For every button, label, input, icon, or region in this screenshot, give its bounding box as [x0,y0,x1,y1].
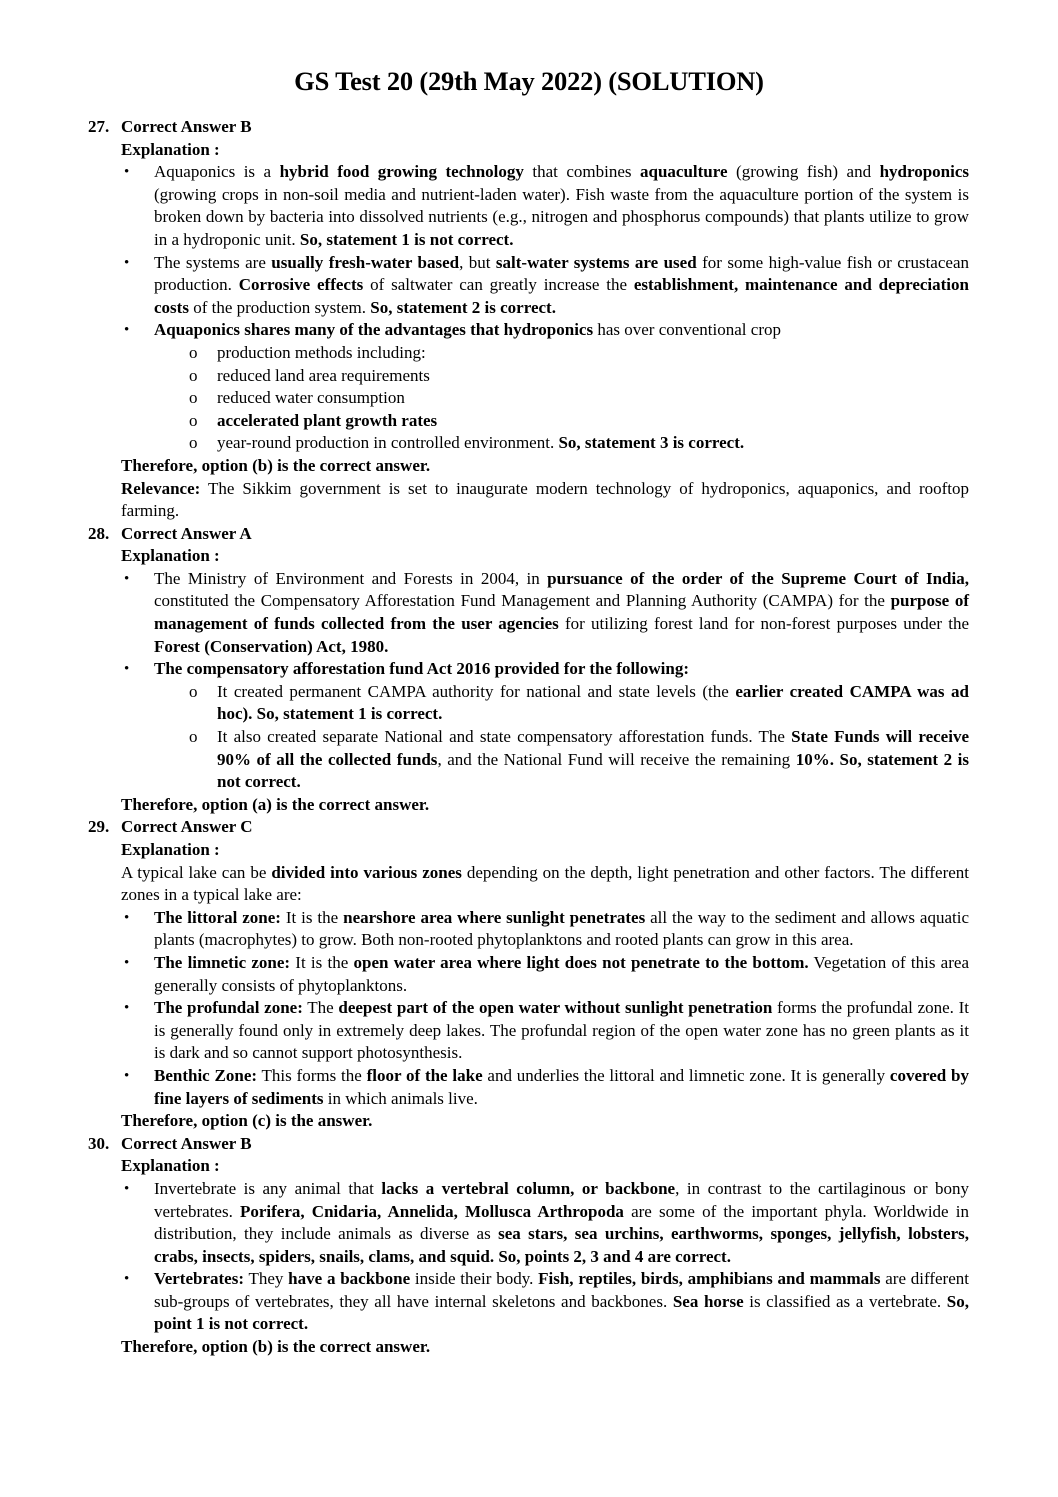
answer-heading [88,1133,969,1156]
conclusion: Therefore, option (b) is the correct answer. [121,455,431,475]
bold-text-run: hybrid food growing technology [279,162,524,182]
bold-text-run: So, statement 1 is not correct. [299,229,514,249]
bold-text-run: So, point 1 is not correct. [154,1291,969,1334]
explanation-label: Explanation : [121,840,220,859]
text-run: This forms the [257,1065,367,1085]
text-run: reduced water consumption [217,388,405,408]
bullet-item [121,1065,969,1110]
bold-text-run: Benthic Zone: [154,1065,258,1085]
text-run: in which animals live. [323,1088,478,1108]
bold-text-run: Corrosive effects [238,275,364,295]
bold-text-run: The limnetic zone: [154,952,291,972]
bold-text-run: salt-water systems are used [495,252,697,272]
bullet-icon: • [124,1067,130,1084]
text-run: (growing fish) and [727,162,880,182]
bold-text-run: accelerated plant growth rates [217,410,438,430]
bold-text-run: purpose of management of funds collected from the user agencies [154,591,969,634]
bold-text-run: Relevance: [121,478,201,498]
bullet-icon: • [124,570,130,587]
relevance-note [121,478,969,523]
bold-text-run: sea stars, sea urchins, earthworms, sponges, jellyfish, lobsters, crabs, insects, spiders, snails, clams, and squid. So, points 2, 3 and 4 are correct. [154,1224,969,1266]
bold-text-run: State Funds will receive 90% of all the collected funds [217,727,969,769]
explanation-label: Explanation : [121,1156,220,1176]
bold-text-run: pursuance of the order of the Supreme Court of India, [547,568,969,588]
bold-text-run: The compensatory afforestation fund Act 2016 provided for the following: [154,659,690,679]
bullet-list [121,161,969,455]
explanation-body [88,545,969,816]
text-run: production methods including: [217,342,426,362]
sub-bullet-list [154,681,969,794]
text-run: year-round production in controlled environment. [217,433,559,453]
conclusion: Therefore, option (c) is the answer. [121,1111,373,1131]
bullet-list [121,907,969,1110]
sub-bullet-item [154,432,969,455]
text-run: of the production system. [188,297,371,317]
bullet-item [121,997,969,1065]
solutions-content [88,116,969,1359]
bold-text-run: aquaculture [640,162,728,182]
text-run: , and the National Fund will receive the remaining [437,749,796,769]
bold-text-run: open water area where light does not penetrate to the bottom. [353,952,809,972]
bold-text-run: lacks a vertebral column, or backbone [381,1178,676,1198]
sub-bullet-icon: o [189,342,198,362]
text-run: It created permanent CAMPA authority for national and state levels (the [217,681,736,701]
explanation-body [88,839,969,1133]
bold-text-run: So, statement 2 is correct. [370,297,556,317]
question-block [88,116,969,523]
text-run: The [302,998,339,1018]
text-run: Aquaponics is a [154,162,280,182]
text-run: are different sub-groups of vertebrates, they all have internal skeletons and backbones. [154,1269,969,1311]
text-run: It is the [290,952,354,972]
question-block [88,816,969,1132]
text-run: for utilizing forest land for non-forest purposes under the [558,614,969,634]
bold-text-run: The profundal zone: [154,998,303,1018]
sub-bullet-item [154,365,969,388]
bullet-item [121,952,969,997]
question-number: 28. [88,523,110,543]
text-run: A typical lake can be [121,862,272,882]
text-run: depending on the depth, light penetration and other factors. The different zones in a typical lake are: [121,862,969,905]
bold-text-run: The littoral zone: [154,907,281,927]
bullet-list [121,568,969,794]
bold-text-run: Sea horse [672,1291,744,1311]
bold-text-run: Porifera, Cnidaria, Annelida, Mollusca Arthropoda [239,1201,624,1221]
question-block [88,523,969,817]
bullet-item [121,1178,969,1268]
text-run: They [244,1269,289,1289]
bullet-icon: • [124,954,130,971]
bold-text-run: Forest (Conservation) Act, 1980. [154,636,389,656]
bold-text-run: usually fresh-water based [271,252,460,272]
text-run: constituted the Compensatory Afforestation Fund Management and Planning Authority (CAMPA) for the [154,591,891,611]
explanation-label: Explanation : [121,546,220,566]
question-number: 29. [88,817,110,837]
sub-bullet-item [154,726,969,794]
sub-bullet-icon: o [189,433,198,453]
bold-text-run: covered by fine layers of sediments [154,1065,969,1108]
bullet-list [121,1178,969,1336]
text-run: and underlies the littoral and limnetic zone. It is generally [482,1065,890,1085]
text-run: all the way to the sediment and allows aquatic plants (macrophytes) to grow. Both non-rooted phytoplanktons and rooted plants can grow in this area. [154,907,969,950]
bullet-item [121,568,969,658]
text-run: The Ministry of Environment and Forests in 2004, in [154,568,548,588]
text-run: , but [459,252,496,272]
bullet-icon: • [124,1271,130,1288]
sub-bullet-icon: o [189,681,198,701]
text-run: is classified as a vertebrate. [743,1291,947,1311]
text-run: inside their body. [410,1269,539,1289]
text-run: It also created separate National and state compensatory afforestation funds. The [217,727,792,747]
answer-heading [88,116,969,139]
text-run: (growing crops in non-soil media and nutrient-laden water). Fish waste from the aquaculture portion of the system is broken down by bacteria into dissolved nutrients (e.g., nitrogen and phosphorus compounds) that plants utilize to grow in a hydroponic unit. [154,184,969,249]
correct-answer: Correct Answer C [121,817,253,837]
text-run: are some of the important phyla. Worldwide in distribution, they include animals as diverse as [154,1201,969,1244]
bullet-item [121,907,969,952]
bold-text-run: hydroponics [879,162,970,182]
bold-text-run: have a backbone [288,1269,411,1289]
correct-answer: Correct Answer B [121,117,252,136]
question-block [88,1133,969,1359]
page-title: GS Test 20 (29th May 2022) (SOLUTION) [294,66,764,96]
bullet-icon: • [124,164,130,181]
bullet-item [121,161,969,251]
sub-bullet-icon: o [189,365,198,385]
explanation-body [88,1155,969,1358]
bullet-item [121,658,969,794]
bold-text-run: floor of the lake [366,1065,483,1085]
bullet-item [121,319,969,455]
bold-text-run: 10%. So, statement 2 is not correct. [217,749,970,792]
bullet-icon: • [124,322,130,339]
bold-text-run: So, statement 3 is correct. [558,433,745,453]
text-run: The systems are [154,252,272,272]
intro-paragraph [121,862,969,907]
sub-bullet-item [154,342,969,365]
bold-text-run: Vertebrates: [154,1269,244,1289]
text-run: It is the [280,907,344,927]
text-run: that combines [523,162,641,182]
bold-text-run: deepest part of the open water without sunlight penetration [338,998,773,1018]
answer-heading [88,816,969,839]
bullet-icon: • [124,909,130,926]
conclusion: Therefore, option (b) is the correct answer. [121,1337,431,1357]
conclusion: Therefore, option (a) is the correct answer. [121,794,430,814]
bullet-icon: • [124,1000,130,1017]
bullet-icon: • [124,1180,130,1197]
bold-text-run: establishment, maintenance and depreciation costs [154,275,969,317]
explanation-label: Explanation : [121,139,220,159]
sub-bullet-item [154,387,969,410]
bold-text-run: Aquaponics shares many of the advantages that hydroponics [154,320,594,340]
sub-bullet-list [154,342,969,455]
correct-answer: Correct Answer B [121,1133,252,1153]
bullet-item [121,252,969,320]
bullet-item [121,1268,969,1336]
bullet-icon: • [124,254,130,271]
text-run: Vegetation of this area generally consists of phytoplanktons. [154,952,969,995]
correct-answer: Correct Answer A [121,523,252,543]
question-number: 27. [88,117,110,136]
text-run: Invertebrate is any animal that [154,1178,382,1198]
explanation-body [88,139,969,523]
bullet-icon: • [124,661,130,678]
question-number: 30. [88,1133,110,1153]
text-run: of saltwater can greatly increase the [363,275,634,295]
bold-text-run: earlier created CAMPA was ad hoc). So, statement 1 is correct. [217,681,969,724]
bold-text-run: nearshore area where sunlight penetrates [343,907,646,927]
sub-bullet-icon: o [189,727,198,747]
text-run: reduced land area requirements [217,365,430,385]
sub-bullet-item [154,410,969,433]
text-run: The Sikkim government is set to inaugurate modern technology of hydroponics, aquaponics, and rooftop farming. [121,478,969,521]
answer-heading [88,523,969,546]
text-run: , in contrast to the cartilaginous or bony vertebrates. [154,1178,970,1221]
sub-bullet-item [154,681,969,726]
sub-bullet-icon: o [189,388,198,408]
text-run: has over conventional crop [593,320,781,340]
sub-bullet-icon: o [189,410,198,430]
bold-text-run: divided into various zones [271,862,462,882]
bold-text-run: Fish, reptiles, birds, amphibians and mammals [538,1269,881,1289]
text-run: forms the profundal zone. It is generally found only in extremely deep lakes. The profundal region of the open water zone has no green plants as it is dark and so cannot support photosynthesis. [154,998,969,1063]
text-run: for some high-value fish or crustacean production. [154,252,969,295]
